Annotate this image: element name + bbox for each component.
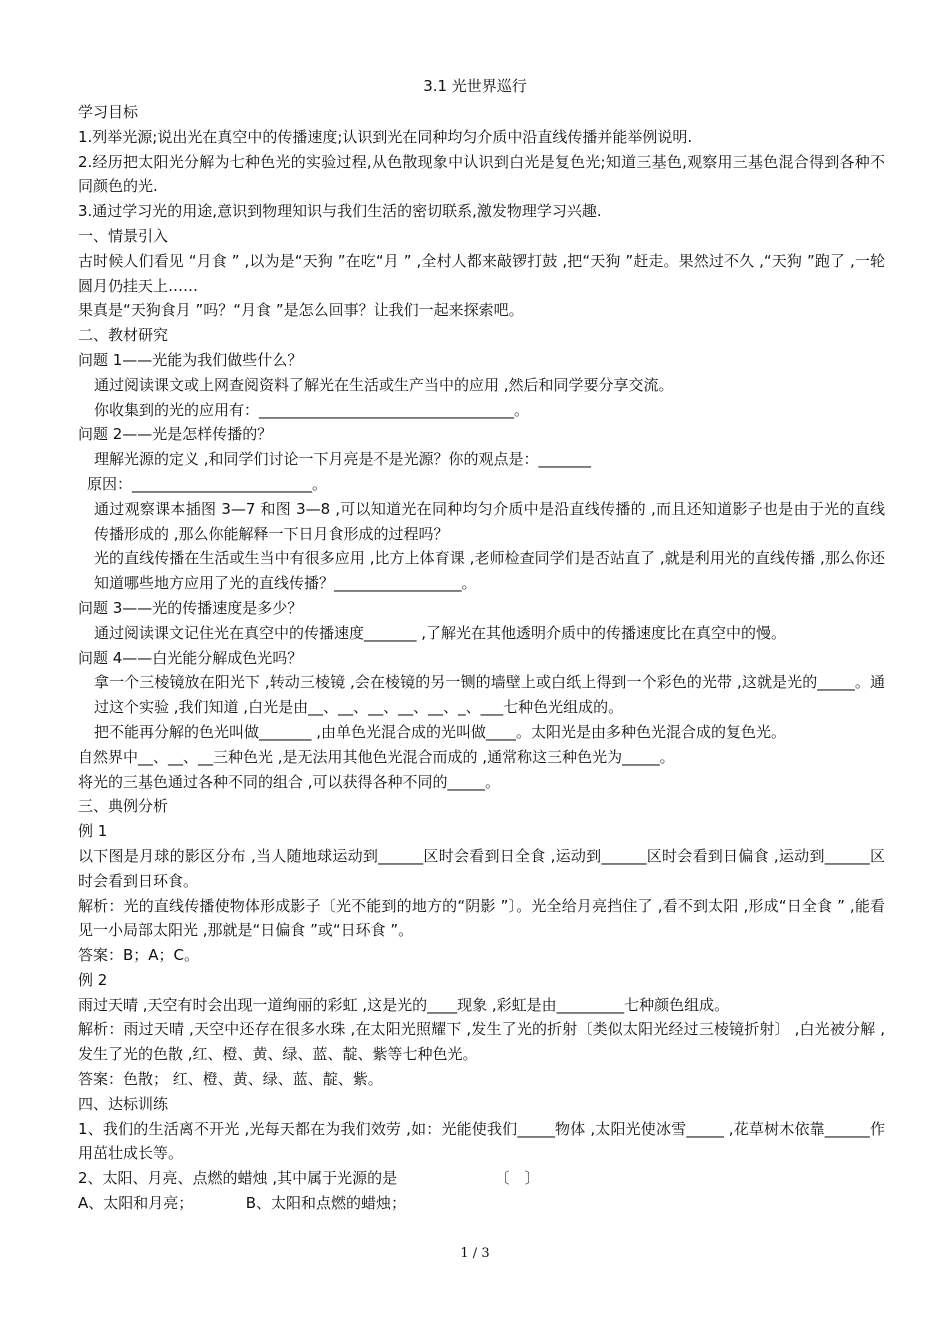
paragraph: 雨过天晴 ,天空有时会出现一道绚丽的彩虹 ,这是光的____现象 ,彩虹是由_________七种颜色组成。 — [78, 995, 730, 1014]
paragraph: 以下图是月球的影区分布 ,当人随地球运动到______区时会看到日全食 ,运动到______区时会看到日偏食 ,运动到______区时会看到日环食。 — [78, 846, 885, 890]
analysis: 解析：光的直线传播使物体形成影子〔光不能到的地方的“阴影 ”〕。光全给月亮挡住了 ,看不到太阳 ,形成“日全食 ” ,能看见一小局部太阳光 ,那就是“日偏食 ”或“日环食 ”。 — [78, 896, 885, 940]
page-number: 1 / 3 — [460, 1246, 490, 1261]
paragraph: 自然界中__、__、__三种色光 ,是无法用其他色光混合而成的 ,通常称这三种色光为_____。 — [78, 747, 675, 766]
question-heading: 问题 3——光的传播速度是多少？ — [78, 598, 303, 617]
paragraph: 通过阅读课文或上网查阅资料了解光在生活或生产当中的应用 ,然后和同学要分享交流。 — [94, 375, 674, 394]
answer: 答案：色散； 红、橙、黄、绿、蓝、靛、紫。 — [78, 1070, 383, 1089]
objective-item: 1.列举光源;说出光在真空中的传播速度;认识到光在同种均匀介质中沿直线传播并能举例说明. — [78, 127, 693, 146]
analysis: 解析：雨过天晴 ,天空中还存在很多水珠 ,在太阳光照耀下 ,发生了光的折射〔类似太阳光经过三棱镜折射〕 ,白光被分解 ,发生了光的色散 ,红、橙、黄、绿、蓝、靛、紫等七种色光。 — [78, 1020, 885, 1064]
question-heading: 问题 4——白光能分解成色光吗？ — [78, 648, 303, 667]
fill-in-line: 原因：________________________。 — [87, 474, 328, 493]
exercise-options: A、太阳和月亮； B、太阳和点燃的蜡烛； — [78, 1194, 407, 1213]
exercise-item: 2、太阳、月亮、点燃的蜡烛 ,其中属于光源的是 〔 〕 — [78, 1169, 540, 1188]
section-heading: 一、情景引入 — [78, 226, 169, 245]
example-label: 例 2 — [78, 970, 108, 989]
section-heading: 三、典例分析 — [78, 797, 169, 816]
paragraph: 果真是“天狗食月 ”吗？“月食 ”是怎么回事？让我们一起来探索吧。 — [78, 301, 524, 320]
paragraph: 把不能再分解的色光叫做_______ ,由单色光混合成的光叫做____。太阳光是由多种色光混合成的复色光。 — [94, 722, 787, 741]
paragraph: 光的直线传播在生活或生当中有很多应用 ,比方上体育课 ,老师检查同学们是否站直了 ,就是利用光的直线传播 ,那么你还知道哪些地方应用了光的直线传播？_________________。 — [94, 549, 885, 593]
paragraph: 拿一个三棱镜放在阳光下 ,转动三棱镜 ,会在棱镜的另一铡的墙壁上或白纸上得到一个彩色的光带 ,这就是光的_____。通过这个实验 ,我们知道 ,白光是由__、__、__、__、__、_、___七种色光组成的。 — [94, 673, 885, 717]
objective-item: 3.通过学习光的用途,意识到物理知识与我们生活的密切联系,激发物理学习兴趣. — [78, 202, 602, 221]
section-heading: 四、达标训练 — [78, 1094, 169, 1113]
fill-in-line: 你收集到的光的应用有：__________________________________。 — [94, 400, 530, 419]
question-heading: 问题 2——光是怎样传播的？ — [78, 425, 273, 444]
paragraph: 通过阅读课文记住光在真空中的传播速度_______ ,了解光在其他透明介质中的传播速度比在真空中的慢。 — [94, 623, 787, 642]
paragraph: 将光的三基色通过各种不同的组合 ,可以获得各种不同的_____。 — [78, 772, 501, 791]
document-title: 3.1 光世界巡行 — [423, 77, 527, 95]
paragraph: 古时候人们看见 “月食 ” ,以为是“天狗 ”在吃“月 ” ,全村人都来敲锣打鼓 ,把“天狗 ”赶走。果然过不久 ,“天狗 ”跑了 ,一轮圆月仍挂天上…… — [78, 251, 885, 295]
section-heading: 学习目标 — [78, 103, 139, 121]
fill-in-line: 理解光源的定义 ,和同学们讨论一下月亮是不是光源？你的观点是：_______ — [94, 450, 592, 469]
document-body — [67, 100, 885, 1216]
exercise-item: 1、我们的生活离不开光 ,光每天都在为我们效劳 ,如：光能使我们_____物体 ,太阳光使冰雪_____ ,花草树木依靠______作用茁壮成长等。 — [78, 1119, 885, 1163]
example-label: 例 1 — [78, 822, 108, 841]
paragraph: 通过观察课本插图 3—7 和图 3—8 ,可以知道光在同种均匀介质中是沿直线传播的 ,而且还知道影子也是由于光的直线传播形成的 ,那么你能解释一下日月食形成的过程吗？ — [94, 499, 885, 543]
answer: 答案：B；A；C。 — [78, 946, 200, 965]
objective-item: 2.经历把太阳光分解为七种色光的实验过程,从色散现象中认识到白光是复色光;知道三基色,观察用三基色混合得到各种不同颜色的光. — [78, 152, 885, 196]
question-heading: 问题 1——光能为我们做些什么？ — [78, 350, 303, 369]
section-heading: 二、教材研究 — [78, 326, 169, 345]
